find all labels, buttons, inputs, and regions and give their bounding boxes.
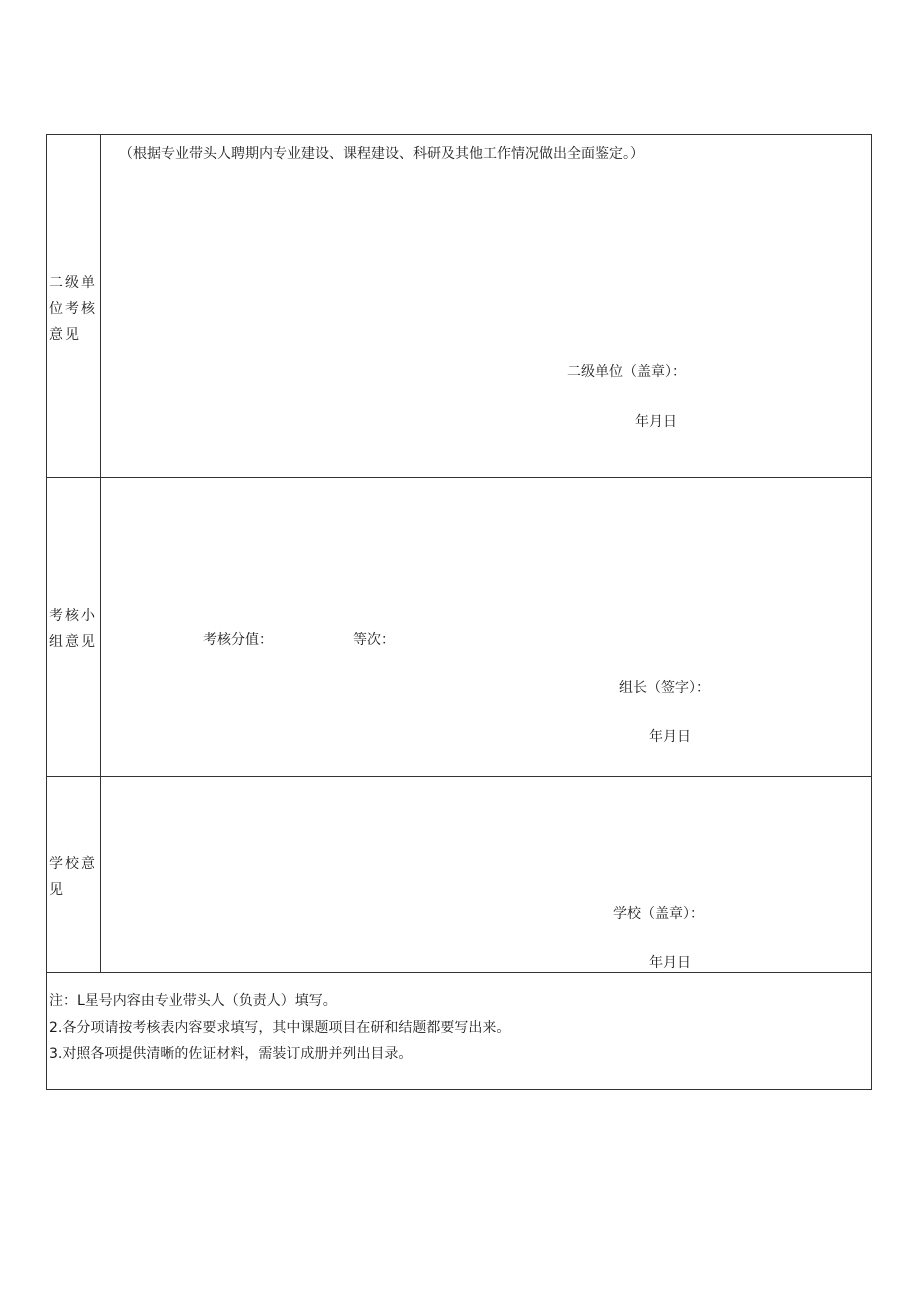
section3-label: 学校意见 <box>49 856 97 898</box>
section2-score-field[interactable]: 考核分值： <box>203 632 273 648</box>
note-3: 3.对照各项提供清晰的佐证材料，需装订成册并列出目录。 <box>49 1046 413 1062</box>
label-column-divider <box>100 135 101 972</box>
section1-date-field[interactable]: 年月日 <box>635 414 677 430</box>
section2-label: 考核小组意见 <box>49 608 97 650</box>
row-divider <box>47 776 871 777</box>
section3-date-field[interactable]: 年月日 <box>649 955 691 971</box>
section2-date-field[interactable]: 年月日 <box>649 729 691 745</box>
section3-stamp-field[interactable]: 学校（盖章）： <box>613 906 704 922</box>
note-2: 2.各分项请按考核表内容要求填写，其中课题项目在研和结题都要写出来。 <box>49 1020 511 1036</box>
evaluation-form-table <box>46 134 872 1090</box>
note-1: 注：L星号内容由专业带头人（负责人）填写。 <box>49 993 337 1009</box>
section1-label: 二级单位考核意见 <box>49 275 97 343</box>
section1-instruction: （根据专业带头人聘期内专业建设、课程建设、科研及其他工作情况做出全面鉴定。） <box>119 146 644 162</box>
row-divider <box>47 477 871 478</box>
section1-stamp-field[interactable]: 二级单位（盖章）： <box>567 364 686 380</box>
section2-grade-field[interactable]: 等次： <box>353 632 395 648</box>
row-divider <box>47 972 871 973</box>
section2-signature-field[interactable]: 组长（签字）： <box>619 680 710 696</box>
